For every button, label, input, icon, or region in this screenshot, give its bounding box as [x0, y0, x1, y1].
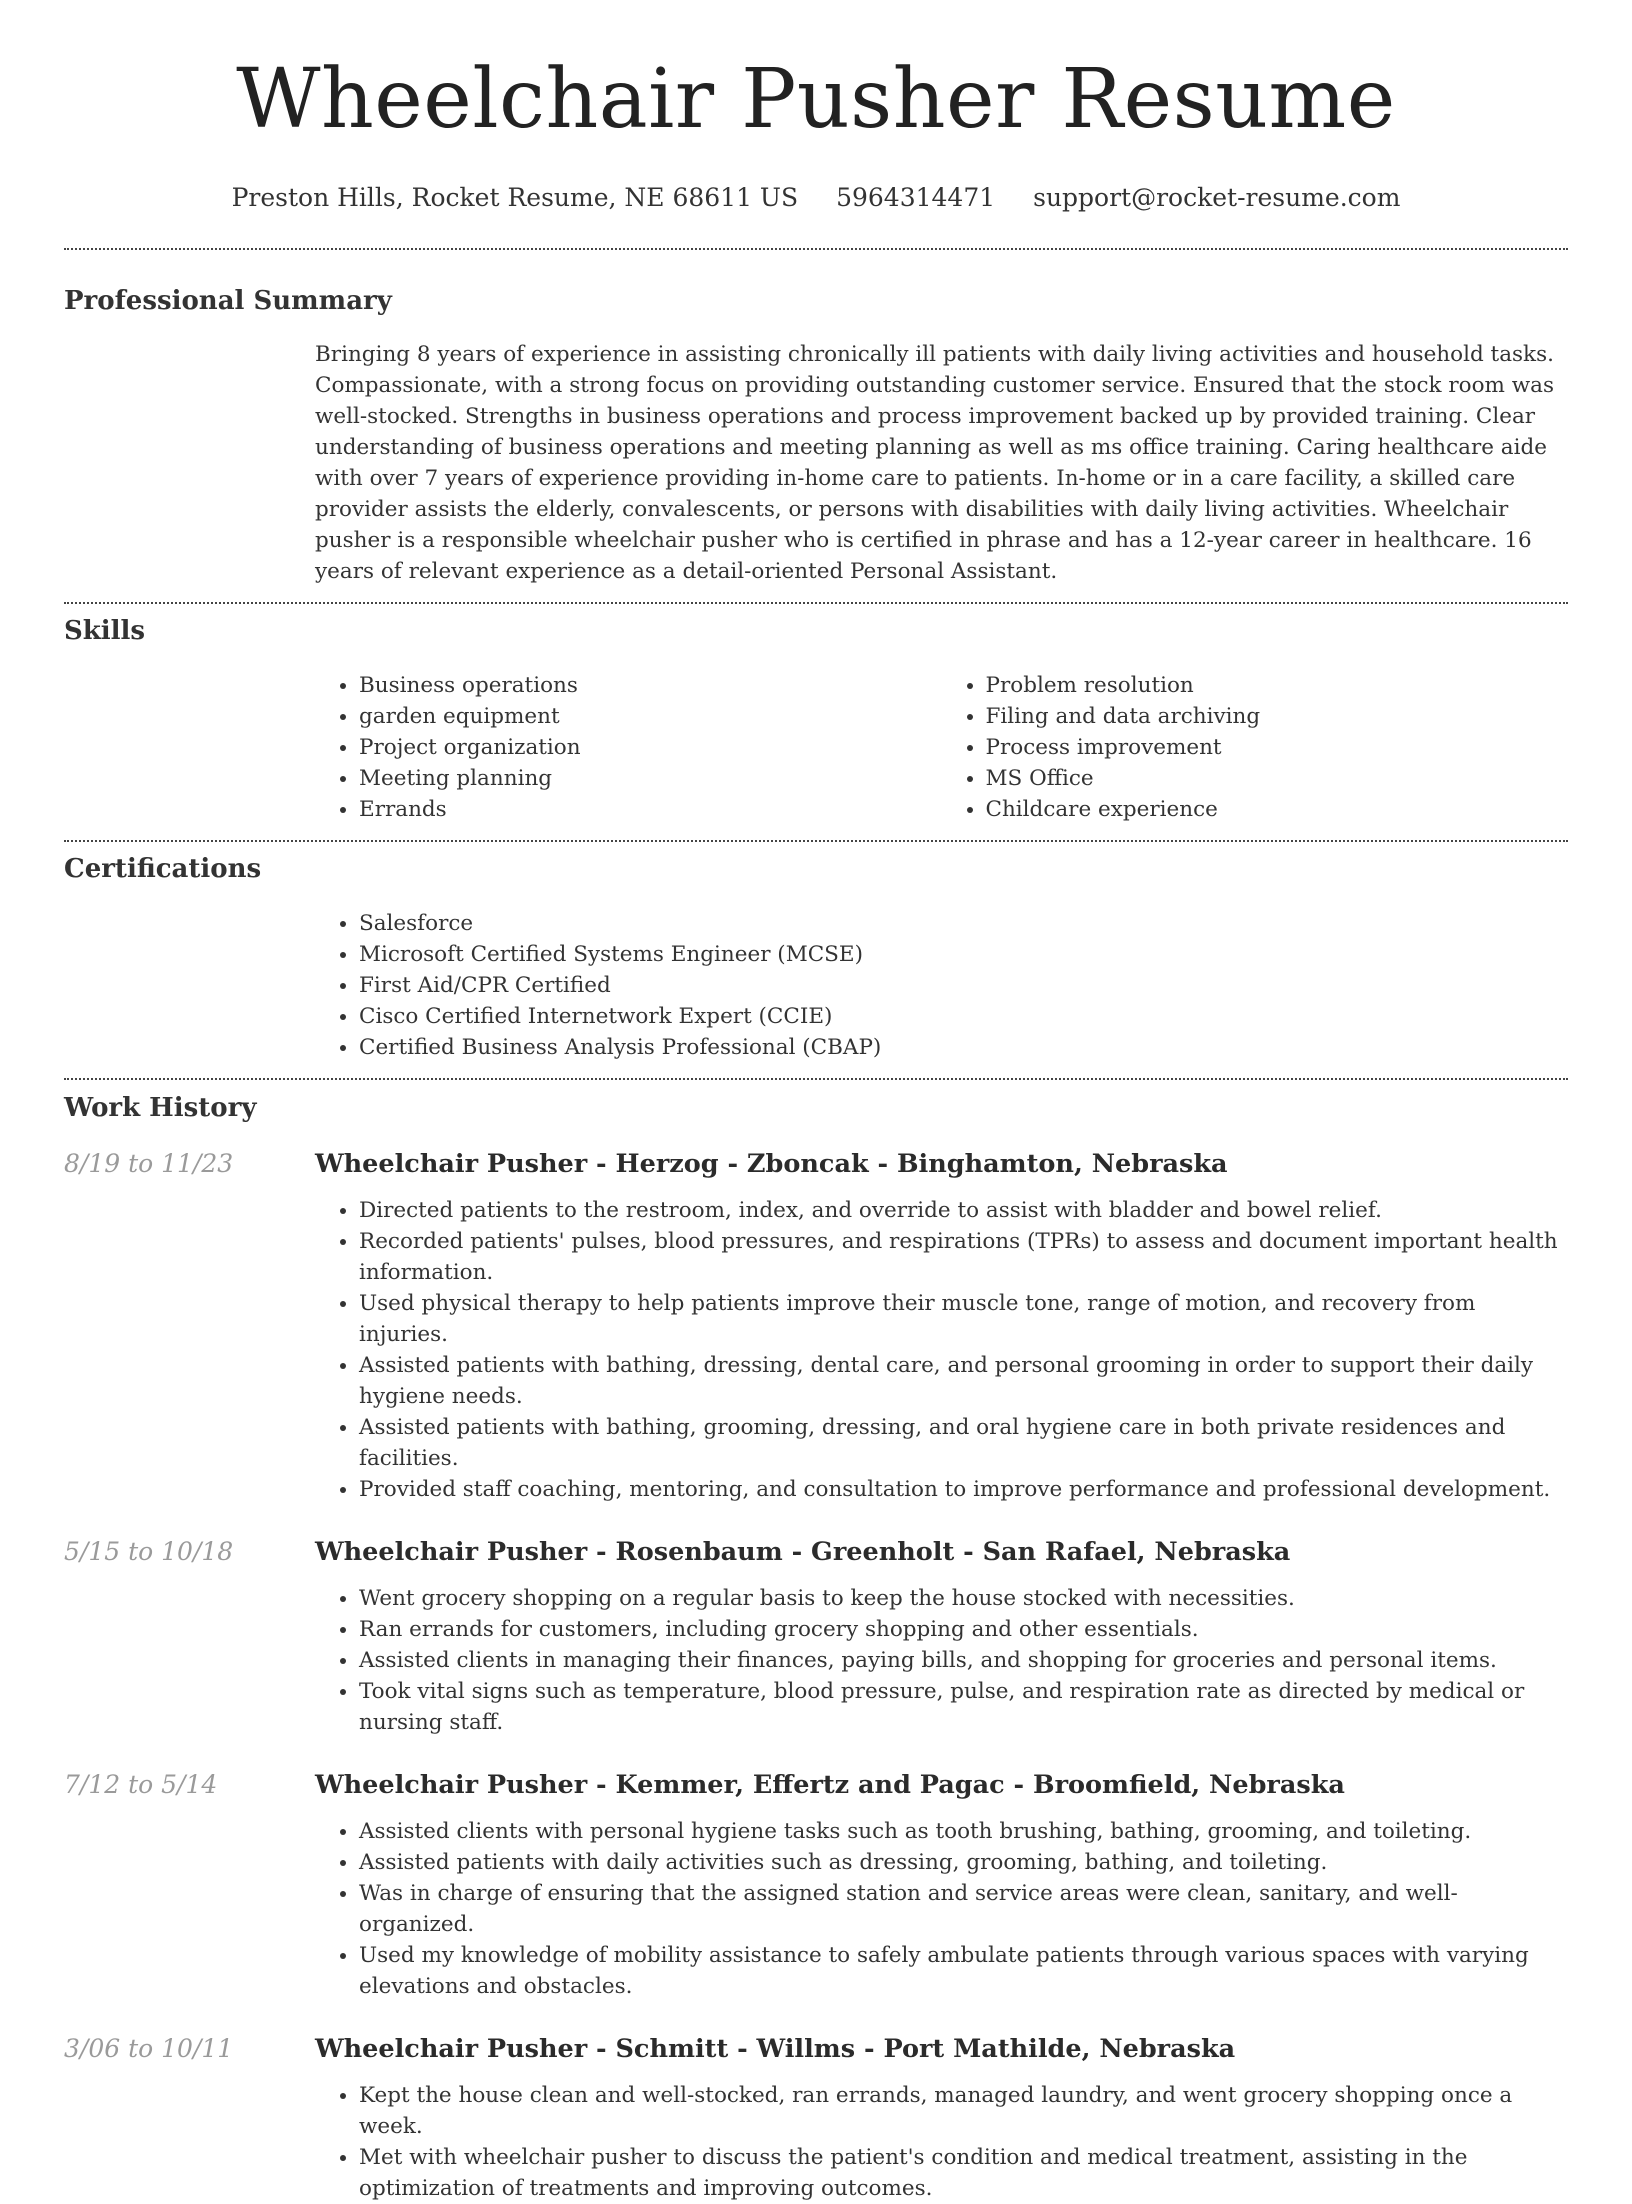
- job-entry: [64, 1535, 1568, 1738]
- summary-section: [64, 250, 1568, 602]
- job-bullet: • Used physical therapy to help patients improve their muscle tone, range of motion, and recovery from injuries.: [359, 1288, 1568, 1350]
- summary-text: Bringing 8 years of experience in assisting chronically ill patients with daily living activities and household tasks. Compassionate, with a strong focus on providing outstanding customer service. Ensured that the stock room was well-stocked. Strengths in business operations and process improvement backed up by provided training. Clear understanding of business operations and meeting planning as well as ms office training. Caring healthcare aide with over 7 years of experience providing in-home care to patients. In-home or in a care facility, a skilled care provider assists the elderly, convalescents, or persons with disabilities with daily living activities. Wheelchair pusher is a responsible wheelchair pusher who is certified in phrase and has a 12-year career in healthcare. 16 years of relevant experience as a detail-oriented Personal Assistant.: [315, 342, 1554, 584]
- skill-item: • Childcare experience: [986, 794, 1569, 825]
- job-bullets: [315, 2080, 1568, 2204]
- contact-email: support@rocket-resume.com: [1033, 183, 1401, 212]
- job-title: Wheelchair Pusher - Rosenbaum - Greenholt - San Rafael, Nebraska: [315, 1537, 1291, 1567]
- skills-list-left: [315, 670, 942, 825]
- job-entry: [64, 2032, 1568, 2204]
- skill-item: • Problem resolution: [986, 670, 1569, 701]
- summary-heading: Professional Summary: [64, 286, 392, 316]
- job-bullet: • Assisted clients with personal hygiene tasks such as tooth brushing, bathing, grooming, and toileting.: [359, 1816, 1568, 1847]
- job-bullet: • Went grocery shopping on a regular basis to keep the house stocked with necessities.: [359, 1583, 1568, 1614]
- job-dates: 5/15 to 10/18: [64, 1537, 234, 1566]
- skill-item: • Meeting planning: [359, 763, 942, 794]
- job-bullet: • Recorded patients' pulses, blood pressures, and respirations (TPRs) to assess and document important health information.: [359, 1226, 1568, 1288]
- certification-item: • Salesforce: [359, 908, 1568, 939]
- job-bullet: • Assisted clients in managing their finances, paying bills, and shopping for groceries and personal items.: [359, 1645, 1568, 1676]
- job-bullet: • Directed patients to the restroom, index, and override to assist with bladder and bowel relief.: [359, 1195, 1568, 1226]
- skill-item: • garden equipment: [359, 701, 942, 732]
- job-dates: 8/19 to 11/23: [64, 1149, 234, 1178]
- job-entry: [64, 1147, 1568, 1505]
- job-bullet: • Kept the house clean and well-stocked, ran errands, managed laundry, and went grocery shopping once a week.: [359, 2080, 1568, 2142]
- contact-phone: 5964314471: [836, 183, 996, 212]
- work-history-section: [64, 1080, 1568, 2204]
- skills-section: [64, 604, 1568, 840]
- skill-item: • Errands: [359, 794, 942, 825]
- job-title: Wheelchair Pusher - Schmitt - Willms - Port Mathilde, Nebraska: [315, 2034, 1236, 2064]
- job-bullet: • Met with wheelchair pusher to discuss the patient's condition and medical treatment, assisting in the optimization of treatments and improving outcomes.: [359, 2142, 1568, 2204]
- job-bullet: • Used my knowledge of mobility assistance to safely ambulate patients through various spaces with varying elevations and obstacles.: [359, 1940, 1568, 2002]
- job-bullet: • Was in charge of ensuring that the assigned station and service areas were clean, sanitary, and well-organized.: [359, 1878, 1568, 1940]
- contact-info: [64, 182, 1568, 214]
- job-bullet: • Provided staff coaching, mentoring, and consultation to improve performance and professional development.: [359, 1474, 1568, 1505]
- job-bullets: [315, 1583, 1568, 1738]
- skill-item: • Process improvement: [986, 732, 1569, 763]
- job-dates: 3/06 to 10/11: [64, 2034, 234, 2063]
- skill-item: • Business operations: [359, 670, 942, 701]
- work-history-heading: Work History: [64, 1093, 257, 1123]
- skill-item: • Filing and data archiving: [986, 701, 1569, 732]
- job-bullet: • Assisted patients with bathing, dressing, dental care, and personal grooming in order to support their daily hygiene needs.: [359, 1350, 1568, 1412]
- skill-item: • MS Office: [986, 763, 1569, 794]
- job-bullet: • Ran errands for customers, including grocery shopping and other essentials.: [359, 1614, 1568, 1645]
- job-bullet: • Took vital signs such as temperature, blood pressure, pulse, and respiration rate as directed by medical or nursing staff.: [359, 1676, 1568, 1738]
- job-dates: 7/12 to 5/14: [64, 1770, 218, 1799]
- job-bullets: [315, 1195, 1568, 1505]
- certification-item: • Microsoft Certified Systems Engineer (MCSE): [359, 939, 1568, 970]
- certification-item: • First Aid/CPR Certified: [359, 970, 1568, 1001]
- job-title: Wheelchair Pusher - Kemmer, Effertz and Pagac - Broomfield, Nebraska: [315, 1770, 1345, 1800]
- job-title: Wheelchair Pusher - Herzog - Zboncak - Binghamton, Nebraska: [315, 1149, 1228, 1179]
- certifications-section: [64, 842, 1568, 1078]
- certification-item: • Certified Business Analysis Professional (CBAP): [359, 1032, 1568, 1063]
- resume-title: Wheelchair Pusher Resume: [236, 52, 1396, 147]
- contact-address: Preston Hills, Rocket Resume, NE 68611 US: [231, 183, 799, 212]
- certifications-heading: Certifications: [64, 854, 262, 884]
- skills-list-right: [942, 670, 1569, 825]
- skill-item: • Project organization: [359, 732, 942, 763]
- skills-heading: Skills: [64, 616, 146, 646]
- certification-item: • Cisco Certified Internetwork Expert (CCIE): [359, 1001, 1568, 1032]
- job-entry: [64, 1768, 1568, 2002]
- job-bullets: [315, 1816, 1568, 2002]
- job-bullet: • Assisted patients with daily activities such as dressing, grooming, bathing, and toileting.: [359, 1847, 1568, 1878]
- job-bullet: • Assisted patients with bathing, grooming, dressing, and oral hygiene care in both private residences and facilities.: [359, 1412, 1568, 1474]
- certifications-list: [315, 908, 1568, 1063]
